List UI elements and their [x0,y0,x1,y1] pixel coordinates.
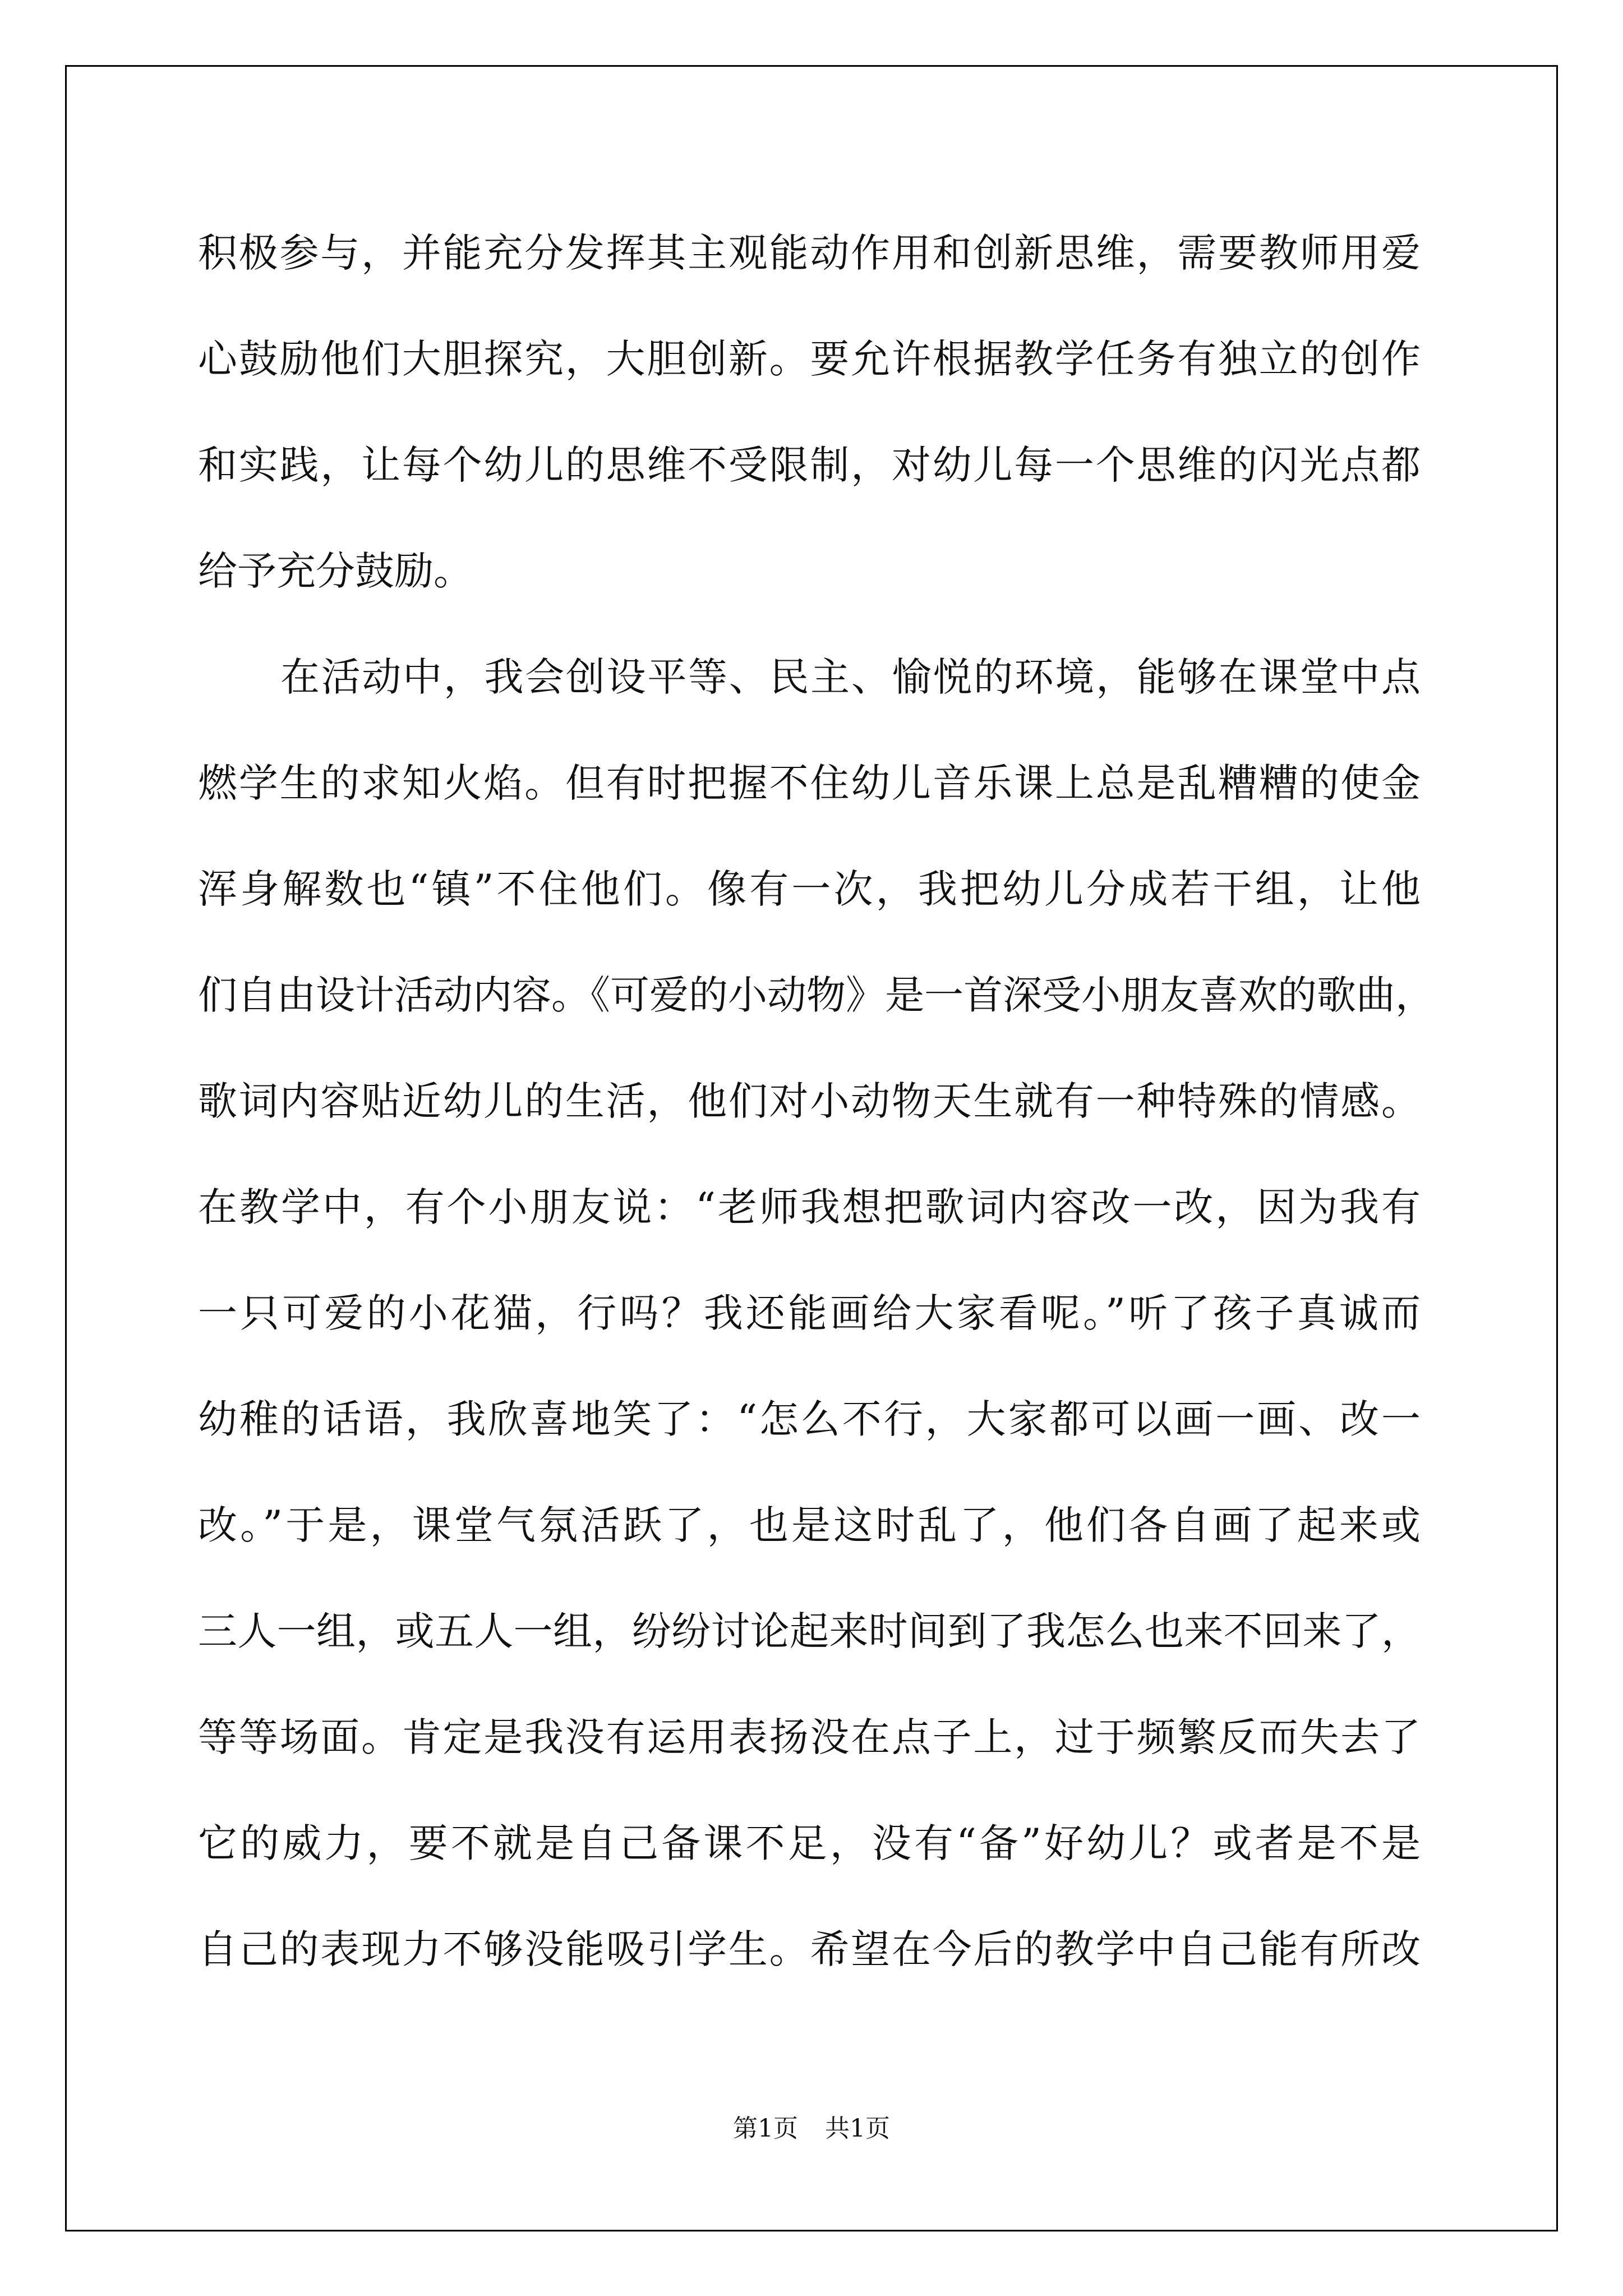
page-number: 第1页 [733,2114,798,2143]
page-total: 共1页 [825,2114,890,2143]
text-line: 改。”于是，课堂气氛活跃了，也是这时乱了，他们各自画了起来或 [198,1502,1421,1548]
text-line: 幼稚的话语，我欣喜地笑了：“怎么不行，大家都可以画一画、改一 [198,1396,1421,1442]
text-line: 积极参与，并能充分发挥其主观能动作用和创新思维，需要教师用爱 [198,230,1421,276]
text-line: 和实践，让每个幼儿的思维不受限制，对幼儿每一个思维的闪光点都 [198,442,1421,488]
text-line: 燃学生的求知火焰。但有时把握不住幼儿音乐课上总是乱糟糟的使金 [198,760,1421,806]
text-line: 自己的表现力不够没能吸引学生。希望在今后的教学中自己能有所改 [198,1926,1421,1972]
page-footer [0,2108,1623,2144]
text-line: 在教学中，有个小朋友说：“老师我想把歌词内容改一改，因为我有 [198,1184,1421,1230]
text-line: 在活动中，我会创设平等、民主、愉悦的环境，能够在课堂中点 [280,654,1421,700]
document-body [198,200,1435,2003]
text-line: 三人一组，或五人一组，纷纷讨论起来时间到了我怎么也来不回来了， [198,1608,1421,1654]
text-line: 等等场面。肯定是我没有运用表扬没在点子上，过于频繁反而失去了 [198,1714,1421,1760]
text-line: 们自由设计活动内容。《可爱的小动物》是一首深受小朋友喜欢的歌曲， [198,972,1435,1018]
text-line: 一只可爱的小花猫，行吗？我还能画给大家看呢。”听了孩子真诚而 [198,1290,1421,1336]
text-line: 浑身解数也“镇”不住他们。像有一次，我把幼儿分成若干组，让他 [198,866,1421,912]
text-line: 给予充分鼓励。 [198,548,473,594]
text-line: 歌词内容贴近幼儿的生活，他们对小动物天生就有一种特殊的情感。 [198,1078,1421,1124]
text-line: 心鼓励他们大胆探究，大胆创新。要允许根据教学任务有独立的创作 [198,336,1421,382]
text-line: 它的威力，要不就是自己备课不足，没有“备”好幼儿？或者是不是 [198,1820,1421,1866]
